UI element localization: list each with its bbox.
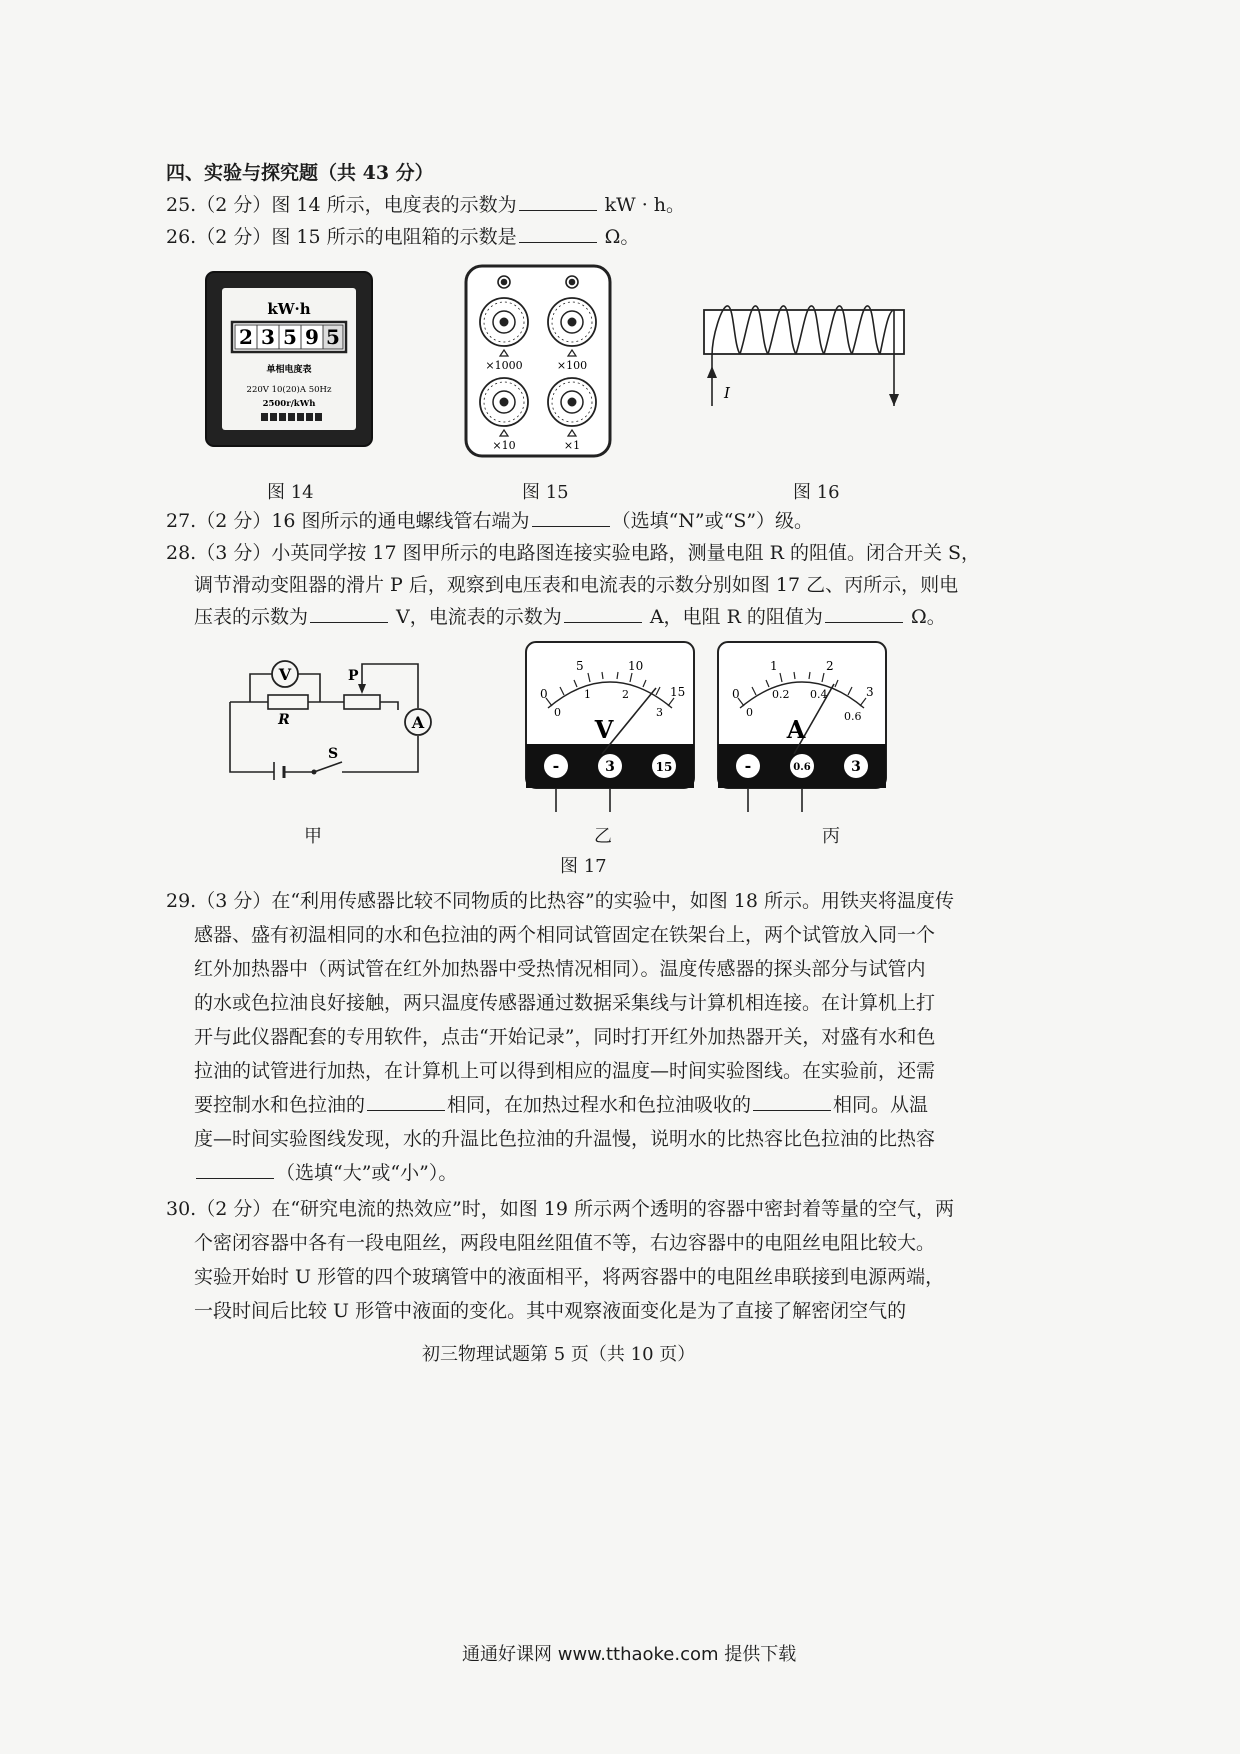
outer-scale-label: 3 — [866, 685, 874, 699]
outer-scale-label: 0 — [540, 687, 548, 701]
answer-blank[interactable] — [753, 1092, 831, 1111]
figure-17-caption: 图 17 — [560, 856, 607, 877]
caption-jia: 甲 — [304, 826, 322, 847]
answer-blank[interactable] — [310, 604, 388, 623]
question-28-line-2: 调节滑动变阻器的滑片 P 后，观察到电压表和电流表的示数分别如图 17 乙、丙所示，则电 — [194, 574, 959, 596]
terminal-3: 3 — [605, 759, 615, 775]
answer-blank[interactable] — [367, 1092, 445, 1111]
meter-spec: 220V 10(20)A 50Hz — [246, 385, 332, 395]
slider-label: P — [348, 668, 359, 684]
outer-scale-label: 15 — [670, 685, 686, 699]
meter-rate: 2500r/kWh — [262, 399, 316, 409]
dial-label: ×1000 — [485, 359, 523, 372]
question-29-line-3: 红外加热器中（两试管在红外加热器中受热情况相同）。温度传感器的探头部分与试管内 — [194, 958, 926, 980]
question-29-line-1: 29.（3 分）在“利用传感器比较不同物质的比热容”的实验中，如图 18 所示。用铁夹将温度传 — [166, 890, 955, 912]
voltmeter-symbol-large: V — [594, 715, 614, 744]
outer-scale-label: 5 — [576, 659, 584, 673]
outer-scale-label: 0 — [732, 687, 740, 701]
answer-blank[interactable] — [519, 192, 597, 211]
question-29-line-8: 度—时间实验图线发现，水的升温比色拉油的升温慢，说明水的比热容比色拉油的比热容 — [194, 1128, 936, 1150]
figure-16-caption: 图 16 — [793, 482, 840, 503]
question-29-line-9: （选填“大”或“小”）。 — [194, 1160, 457, 1187]
meter-digit: 3 — [261, 325, 275, 349]
terminal-0-6: 0.6 — [793, 762, 811, 773]
question-29-line-7: 要控制水和色拉油的 相同，在加热过程水和色拉油吸收的 相同。从温 — [194, 1094, 929, 1116]
question-30-line-3: 实验开始时 U 形管的四个玻璃管中的液面相平，将两容器中的电阻丝串联接到电源两端， — [194, 1266, 945, 1288]
question-29-line-6: 拉油的试管进行加热，在计算机上可以得到相应的温度—时间实验图线。在实验前，还需 — [194, 1060, 936, 1082]
figure-14-caption: 图 14 — [267, 482, 314, 503]
ammeter-symbol-large: A — [786, 715, 806, 744]
figure-17-voltmeter — [524, 640, 696, 816]
meter-digit: 5 — [283, 325, 297, 349]
question-25: 25.（2 分）图 14 所示，电度表的示数为 kW · h。 — [166, 194, 686, 216]
figure-16-solenoid — [694, 296, 914, 430]
dial-label: ×100 — [556, 359, 588, 372]
inner-scale-label: 0.4 — [810, 688, 828, 701]
resistor-label: R — [278, 712, 290, 728]
question-30-line-1: 30.（2 分）在“研究电流的热效应”时，如图 19 所示两个透明的容器中密封着等量的空气，两 — [166, 1198, 955, 1220]
question-29-line-2: 感器、盛有初温相同的水和色拉油的两个相同试管固定在铁架台上，两个试管放入同一个 — [194, 924, 936, 946]
figure-17-circuit — [222, 650, 432, 784]
inner-scale-label: 0.2 — [772, 688, 790, 701]
outer-scale-label: 1 — [770, 659, 778, 673]
inner-scale-label: 0 — [554, 706, 561, 719]
dial-label: ×10 — [492, 439, 516, 452]
figure-15-caption: 图 15 — [522, 482, 569, 503]
figure-14-electric-meter — [204, 270, 374, 454]
meter-name: 单相电度表 — [266, 365, 312, 375]
terminal-3: 3 — [851, 759, 861, 775]
terminal-15: 15 — [655, 760, 673, 774]
answer-blank[interactable] — [519, 224, 597, 243]
question-28-line-3: 压表的示数为 V，电流表的示数为 A，电阻 R 的阻值为 Ω。 — [194, 606, 946, 628]
page-footer: 初三物理试题第 5 页（共 10 页） — [422, 1344, 696, 1365]
answer-blank[interactable] — [532, 508, 610, 527]
switch-label: S — [328, 746, 339, 762]
download-site-notice: 通通好课网 www.tthaoke.com 提供下载 — [462, 1644, 797, 1665]
answer-blank[interactable] — [564, 604, 642, 623]
meter-unit: kW·h — [267, 300, 311, 318]
ammeter-symbol: A — [411, 713, 425, 732]
current-label: I — [724, 384, 730, 402]
figure-17-ammeter — [716, 640, 888, 816]
answer-blank[interactable] — [825, 604, 903, 623]
question-27: 27.（2 分）16 图所示的通电螺线管右端为 （选填“N”或“S”）级。 — [166, 510, 814, 532]
outer-scale-label: 10 — [628, 659, 644, 673]
terminal-negative: - — [552, 756, 560, 775]
inner-scale-label: 2 — [622, 688, 629, 701]
inner-scale-label: 0.6 — [844, 710, 862, 723]
caption-yi: 乙 — [594, 826, 612, 847]
caption-bing: 丙 — [822, 826, 840, 847]
question-30-line-4: 一段时间后比较 U 形管中液面的变化。其中观察液面变化是为了直接了解密闭空气的 — [194, 1300, 907, 1322]
figure-15-resistance-box — [462, 262, 614, 466]
question-29-line-5: 开与此仪器配套的专用软件，点击“开始记录”，同时打开红外加热器开关，对盛有水和色 — [194, 1026, 936, 1048]
meter-decimal-digit: 5 — [326, 325, 340, 349]
meter-digit: 9 — [305, 325, 319, 349]
question-30-line-2: 个密闭容器中各有一段电阻丝，两段电阻丝阻值不等，右边容器中的电阻丝电阻比较大。 — [194, 1232, 936, 1254]
question-26: 26.（2 分）图 15 所示的电阻箱的示数是 Ω。 — [166, 226, 640, 248]
section-title: 四、实验与探究题（共 43 分） — [166, 162, 434, 184]
meter-digit: 2 — [239, 325, 253, 349]
inner-scale-label: 3 — [656, 706, 663, 719]
question-28-line-1: 28.（3 分）小英同学按 17 图甲所示的电路图连接实验电路，测量电阻 R 的阻值。闭合开关 S， — [166, 542, 981, 564]
question-29-line-4: 的水或色拉油良好接触，两只温度传感器通过数据采集线与计算机相连接。在计算机上打 — [194, 992, 936, 1014]
outer-scale-label: 2 — [826, 659, 834, 673]
dial-label: ×1 — [563, 439, 581, 452]
inner-scale-label: 0 — [746, 706, 753, 719]
answer-blank[interactable] — [196, 1160, 274, 1179]
inner-scale-label: 1 — [584, 688, 591, 701]
terminal-negative: - — [744, 756, 752, 775]
voltmeter-symbol: V — [278, 665, 292, 684]
